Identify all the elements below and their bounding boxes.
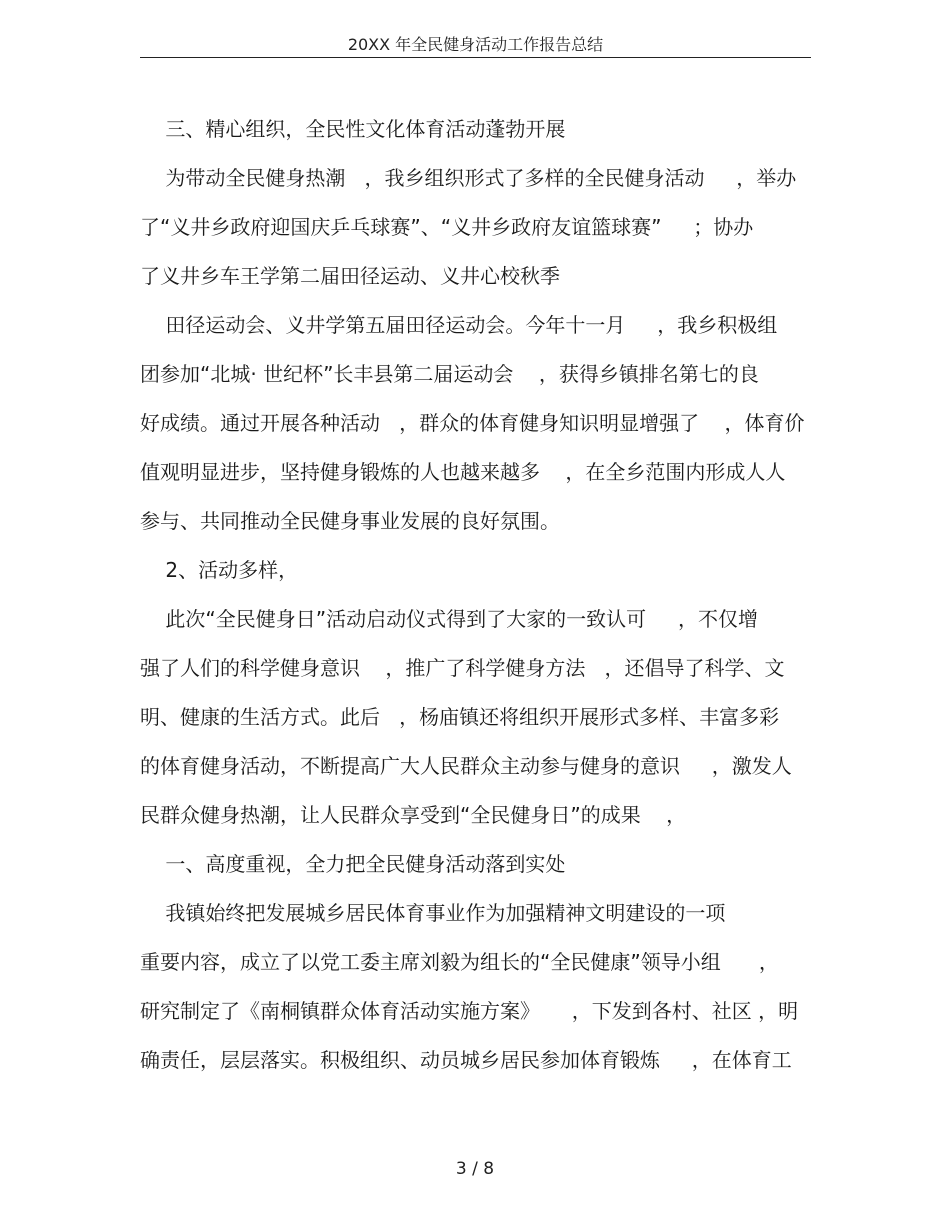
body-line: 团参加“北城· 世纪杯”长丰县第二届运动会 ，获得乡镇排名第七的良: [140, 362, 759, 386]
document-body: [140, 105, 812, 1085]
body-line: 参与、共同推动全民健身事业发展的良好氛围。: [140, 509, 560, 533]
body-line: 值观明显进步，坚持健身锻炼的人也越来越多 ，在全乡范围内形成人人: [140, 460, 786, 484]
body-line: 的体育健身活动，不断提高广大人民群众主动参与健身的意识 ，激发人: [140, 754, 792, 778]
body-line: 2、活动多样，: [140, 558, 299, 582]
body-line: 研究制定了《南桐镇群众体育活动实施方案》 ，下发到各村、社区 ，明: [140, 999, 799, 1023]
body-line: 了义井乡车王学第二届田径运动、义井心校秋季: [140, 264, 560, 288]
body-line: 此次“全民健身日”活动启动仪式得到了大家的一致认可 ，不仅增: [140, 607, 758, 631]
body-line: 了“义井乡政府迎国庆乒乓球赛”、“义井乡政府友谊篮球赛” ；协办: [140, 215, 754, 239]
body-line: 为带动全民健身热潮 ，我乡组织形式了多样的全民健身活动 ，举办: [140, 166, 797, 190]
body-line: 田径运动会、义井学第五届田径运动会。今年十一月 ，我乡积极组: [140, 313, 778, 337]
body-line: 好成绩。通过开展各种活动 ，群众的体育健身知识明显增强了 ，体育价: [140, 411, 805, 435]
body-line: 我镇始终把发展城乡居民体育事业作为加强精神文明建设的一项: [140, 901, 726, 925]
body-line: 明、健康的生活方式。此后 ，杨庙镇还将组织开展形式多样、丰富多彩: [140, 705, 780, 729]
body-line: 三、精心组织，全民性文化体育活动蓬勃开展: [140, 117, 566, 141]
body-line: 确责任，层层落实。积极组织、动员城乡居民参加体育锻炼 ，在体育工: [140, 1048, 792, 1072]
body-line: 强了人们的科学健身意识 ，推广了科学健身方法 ，还倡导了科学、文: [140, 656, 785, 680]
page-number: 3 / 8: [455, 1159, 495, 1179]
header-divider: [140, 57, 811, 58]
body-line: 民群众健身热潮，让人民群众享受到“全民健身日”的成果 ，: [140, 803, 687, 827]
body-line: 重要内容，成立了以党工委主席刘毅为组长的“全民健康”领导小组 ，: [140, 950, 779, 974]
body-line: 一、高度重视，全力把全民健身活动落到实处: [140, 852, 566, 876]
document-header-title: 20XX 年全民健身活动工作报告总结: [347, 35, 604, 54]
